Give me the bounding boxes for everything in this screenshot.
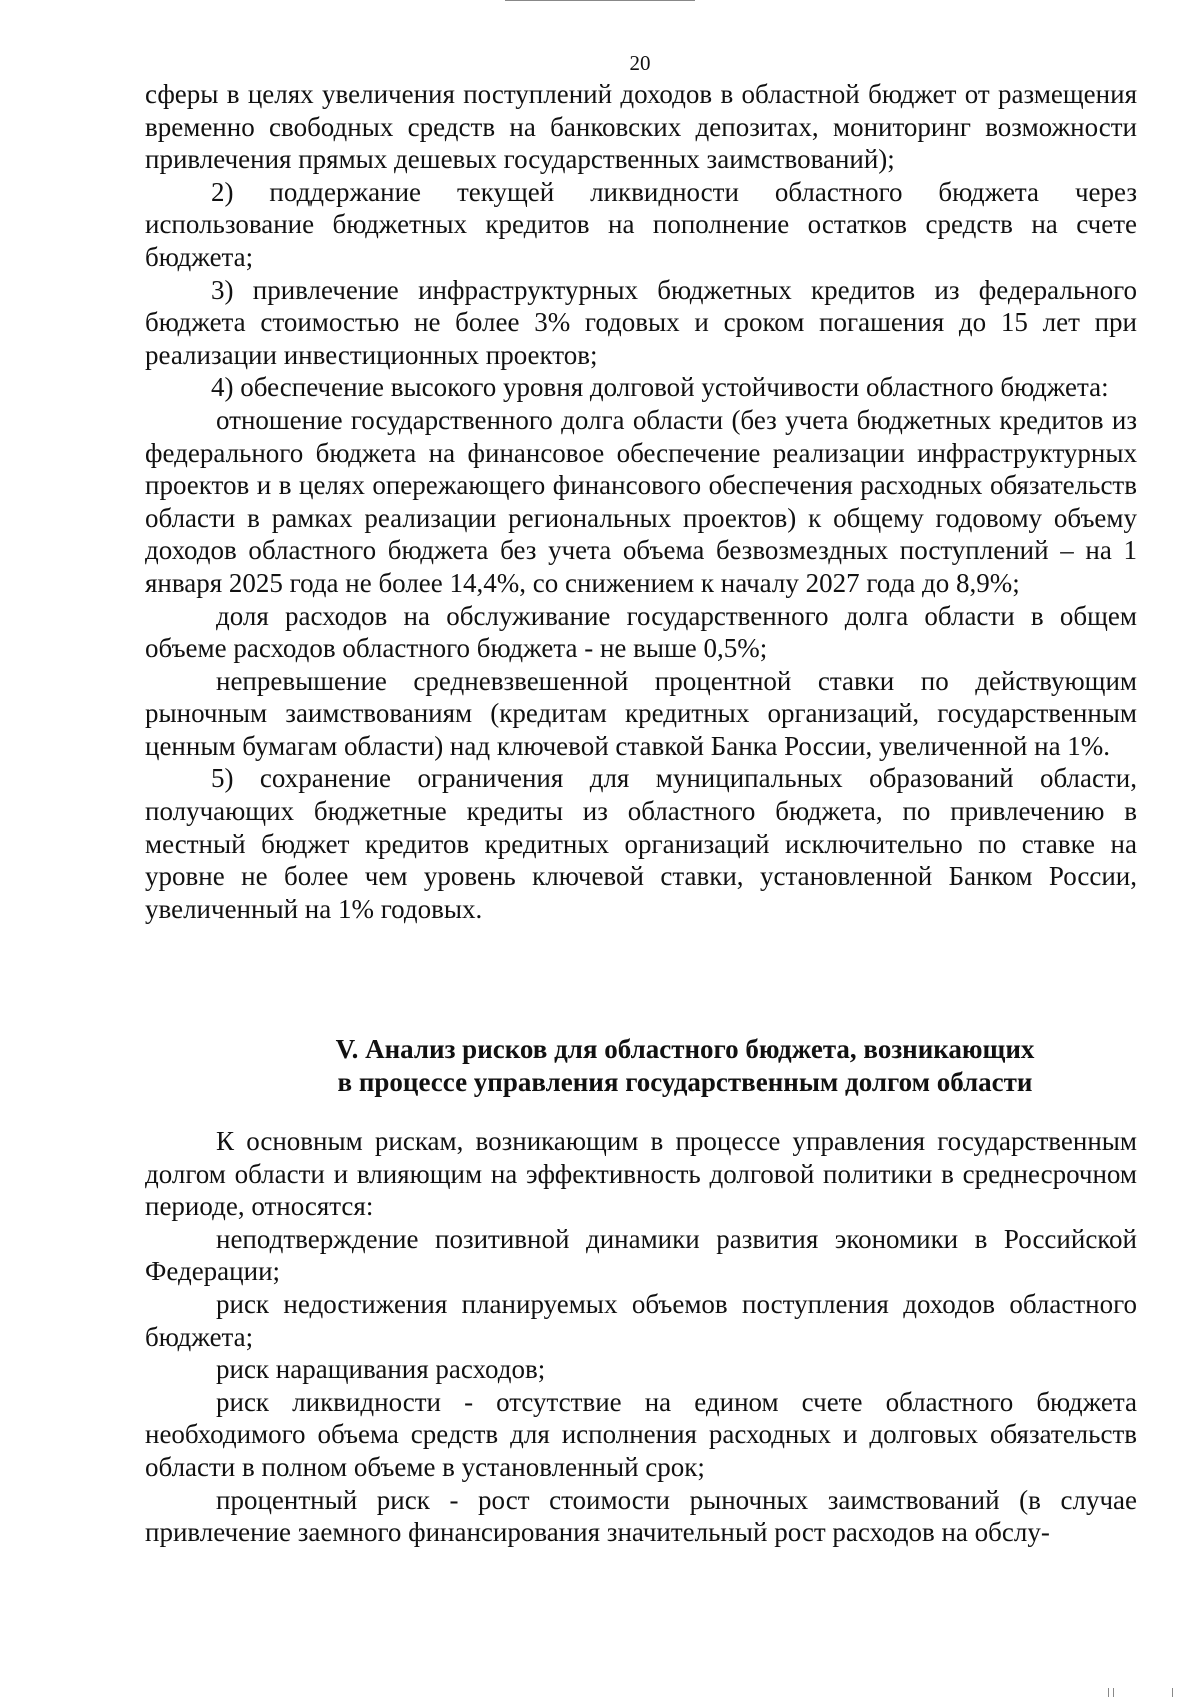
paragraph-risk-economy: неподтверждение позитивной динамики развития экономики в Российской Федерации; — [145, 1223, 1137, 1287]
paragraph-risks-intro: К основным рискам, возникающим в процессе управления государственным долгом области и влияющим на эффективность долговой политики в среднесрочном периоде, относятся: — [145, 1126, 1137, 1222]
section-heading — [280, 1033, 1090, 1099]
paragraph-item-2: 2) поддержание текущей ликвидности областного бюджета через использование бюджетных кредитов на пополнение остатков средств на счете бюджета; — [145, 176, 1137, 272]
page-number: 20 — [629, 51, 651, 75]
paragraph-service-costs: доля расходов на обслуживание государственного долга области в общем объеме расходов областного бюджета - не выше 0,5%; — [145, 600, 1137, 664]
section-heading-line-1: V. Анализ рисков для областного бюджета, возникающих — [335, 1034, 1035, 1064]
scan-artifact-top — [505, 0, 695, 1]
scan-artifact-bottom-left — [1108, 1688, 1109, 1697]
paragraph-debt-ratio: отношение государственного долга области (без учета бюджетных кредитов из федерального бюджета на финансовое обеспечение реализации инфраструктурных проектов и в целях опережающего финансового обеспечения расходных обязательств области в рамках реализации региональных проектов) к общему годовому объему доходов областного бюджета без учета объема безвозмездных поступлений – на 1 января 2025 года не более 14,4%, со снижением к началу 2027 года до 8,9%; — [145, 404, 1137, 598]
paragraph-risk-expenses: риск наращивания расходов; — [216, 1354, 546, 1385]
scan-artifact-bottom-mid — [1113, 1688, 1114, 1697]
paragraph-item-3: 3) привлечение инфраструктурных бюджетных кредитов из федерального бюджета стоимостью не более 3% годовых и сроком погашения до 15 лет при реализации инвестиционных проектов; — [145, 274, 1137, 370]
scan-artifact-bottom-right — [1172, 1688, 1173, 1697]
body-text-bottom — [145, 1125, 1137, 1549]
section-heading-line-2: в процессе управления государственным долгом области — [337, 1067, 1033, 1097]
body-text-top — [145, 78, 1137, 925]
paragraph-interest-rate: непревышение средневзвешенной процентной ставки по действующим рыночным заимствованиям (кредитам кредитных организаций, государственным ценным бумагам области) над ключевой ставкой Банка России, увеличенной на 1%. — [145, 665, 1137, 761]
paragraph-continuation: сферы в целях увеличения поступлений доходов в областной бюджет от размещения временно свободных средств на банковских депозитах, мониторинг возможности привлечения прямых дешевых государственных заимствований); — [145, 79, 1137, 175]
paragraph-item-5: 5) сохранение ограничения для муниципальных образований области, получающих бюджетные кредиты из областного бюджета, по привлечению в местный бюджет кредитов кредитных организаций исключительно по ставке на уровне не более чем уровень ключевой ставки, установленной Банком России, увеличенный на 1% годовых. — [145, 763, 1137, 924]
paragraph-risk-liquidity: риск ликвидности - отсутствие на едином счете областного бюджета необходимого объема средств для исполнения расходных и долговых обязательств области в полном объеме в установленный срок; — [145, 1386, 1137, 1482]
paragraph-item-4: 4) обеспечение высокого уровня долговой устойчивости областного бюджета: — [211, 372, 1109, 403]
paragraph-risk-revenue: риск недостижения планируемых объемов поступления доходов областного бюджета; — [145, 1288, 1137, 1352]
paragraph-risk-interest: процентный риск - рост стоимости рыночных заимствований (в случае привлечение заемного финансирования значительный рост расходов на обслу- — [145, 1484, 1137, 1548]
